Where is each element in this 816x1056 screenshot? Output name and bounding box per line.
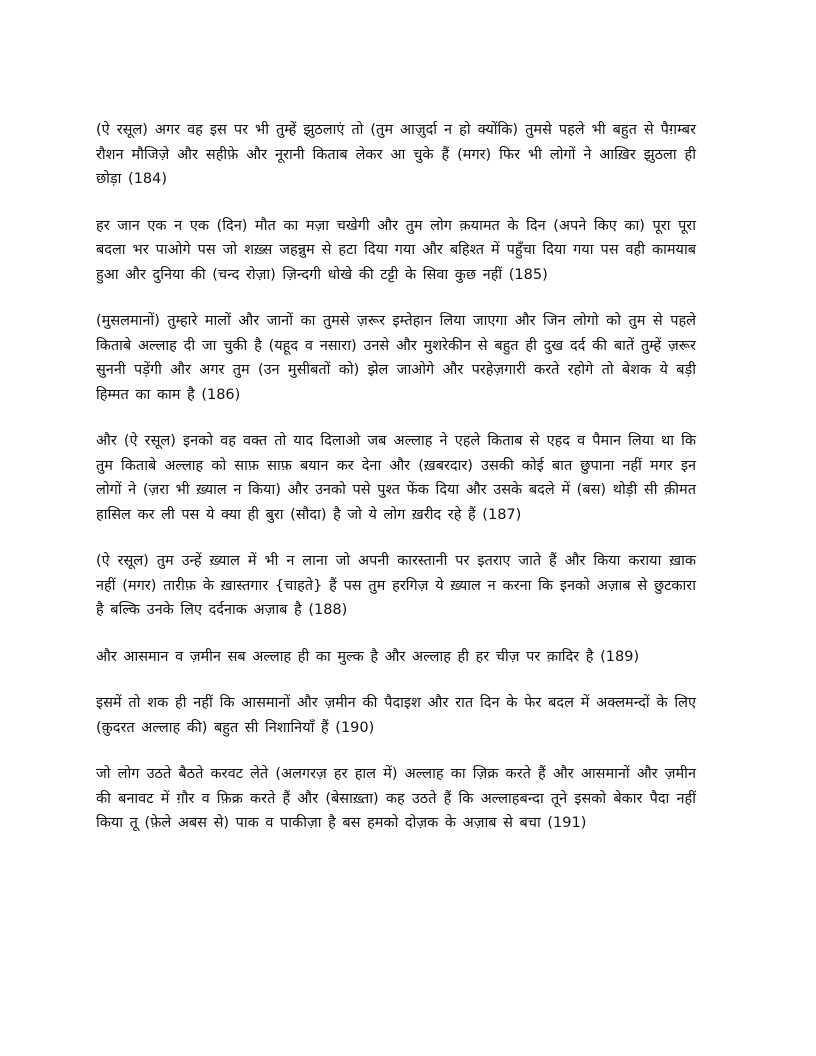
- verse-185: हर जान एक न एक (दिन) मौत का मज़ा चखेगी और तुम लोग क़यामत के दिन (अपने किए का) पूरा पूरा बदला भर पाओगे पस जो शख़्स जहन्नुम से हटा दिया गया और बहिश्त में पहुँचा दिया गया पस वही कामयाब हुआ और दुनिया की (चन्द रोज़ा) ज़िन्दगी धोखे की टट्टी के सिवा कुछ नहीं (185): [96, 217, 696, 283]
- verse-187: और (ऐ रसूल) इनको वह वक्त तो याद दिलाओ जब अल्लाह ने एहले किताब से एहद व पैमान लिया था कि तुम किताबे अल्लाह को साफ़ साफ़ बयान कर देना और (ख़बरदार) उसकी कोई बात छुपाना नहीं मगर इन लोगों ने (ज़रा भी ख़्याल न किया) और उनको पसे पुश्त फेंक दिया और उसके बदले में (बस) थोड़ी सी क़ीमत हासिल कर ली पस ये क्या ही बुरा (सौदा) है जो ये लोग ख़रीद रहे हैं (187): [96, 433, 696, 523]
- verse-191: जो लोग उठते बैठते करवट लेते (अलगरज़ हर हाल में) अल्लाह का ज़िक्र करते हैं और आसमानों और ज़मीन की बनावट में ग़ौर व फ़िक्र करते हैं और (बेसाख़्ता) कह उठते हैं कि अल्लाहबन्दा तूने इसको बेकार पैदा नहीं किया तू (फ़ेले अबस से) पाक व पाकीज़ा है बस हमको दोज़क के अज़ाब से बचा (191): [96, 766, 696, 831]
- verse-188: (ऐ रसूल) तुम उन्हें ख़्याल में भी न लाना जो अपनी कारस्तानी पर इतराए जाते हैं और किया कराया ख़ाक नहीं (मगर) तारीफ़ के ख़ास्तगार {चाहते} हैं पस तुम हरगिज़ ये ख़्याल न करना कि इनको अज़ाब से छुटकारा है बल्कि उनके लिए दर्दनाक अज़ाब है (188): [96, 553, 696, 618]
- verse-189: और आसमान व ज़मीन सब अल्लाह ही का मुल्क है और अल्लाह ही हर चीज़ पर क़ादिर है (189): [96, 648, 640, 665]
- verse-184: (ऐ रसूल) अगर वह इस पर भी तुम्हें झुठलाएं तो (तुम आज़ुर्दा न हो क्योंकि) तुमसे पहले भी बहुत से पैग़म्बर रौशन मौजिज़े और सहीफ़े और नूरानी किताब लेकर आ चुके हैं (मगर) फिर भी लोगों ने आख़िर झुठला ही छोड़ा (184): [96, 122, 696, 187]
- verse-list: [96, 118, 696, 858]
- verse-190: इसमें तो शक ही नहीं कि आसमानों और ज़मीन की पैदाइश और रात दिन के फेर बदल में अक्लमन्दों के लिए (क़ुदरत अल्लाह की) बहुत सी निशानियाँ हैं (190): [96, 695, 696, 736]
- verse-186: (मुसलमानों) तुम्हारे मालों और जानों का तुमसे ज़रूर इम्तेहान लिया जाएगा और जिन लोगो को तुम से पहले किताबे अल्लाह दी जा चुकी है (यहूद व नसारा) उनसे और मुशरेकीन से बहुत ही दुख दर्द की बातें तुम्हें ज़रूर सुननी पड़ेंगी और अगर तुम (उन मुसीबतों को) झेल जाओगे और परहेज़गारी करते रहोगे तो बेशक ये बड़ी हिम्मत का काम है (186): [96, 313, 696, 403]
